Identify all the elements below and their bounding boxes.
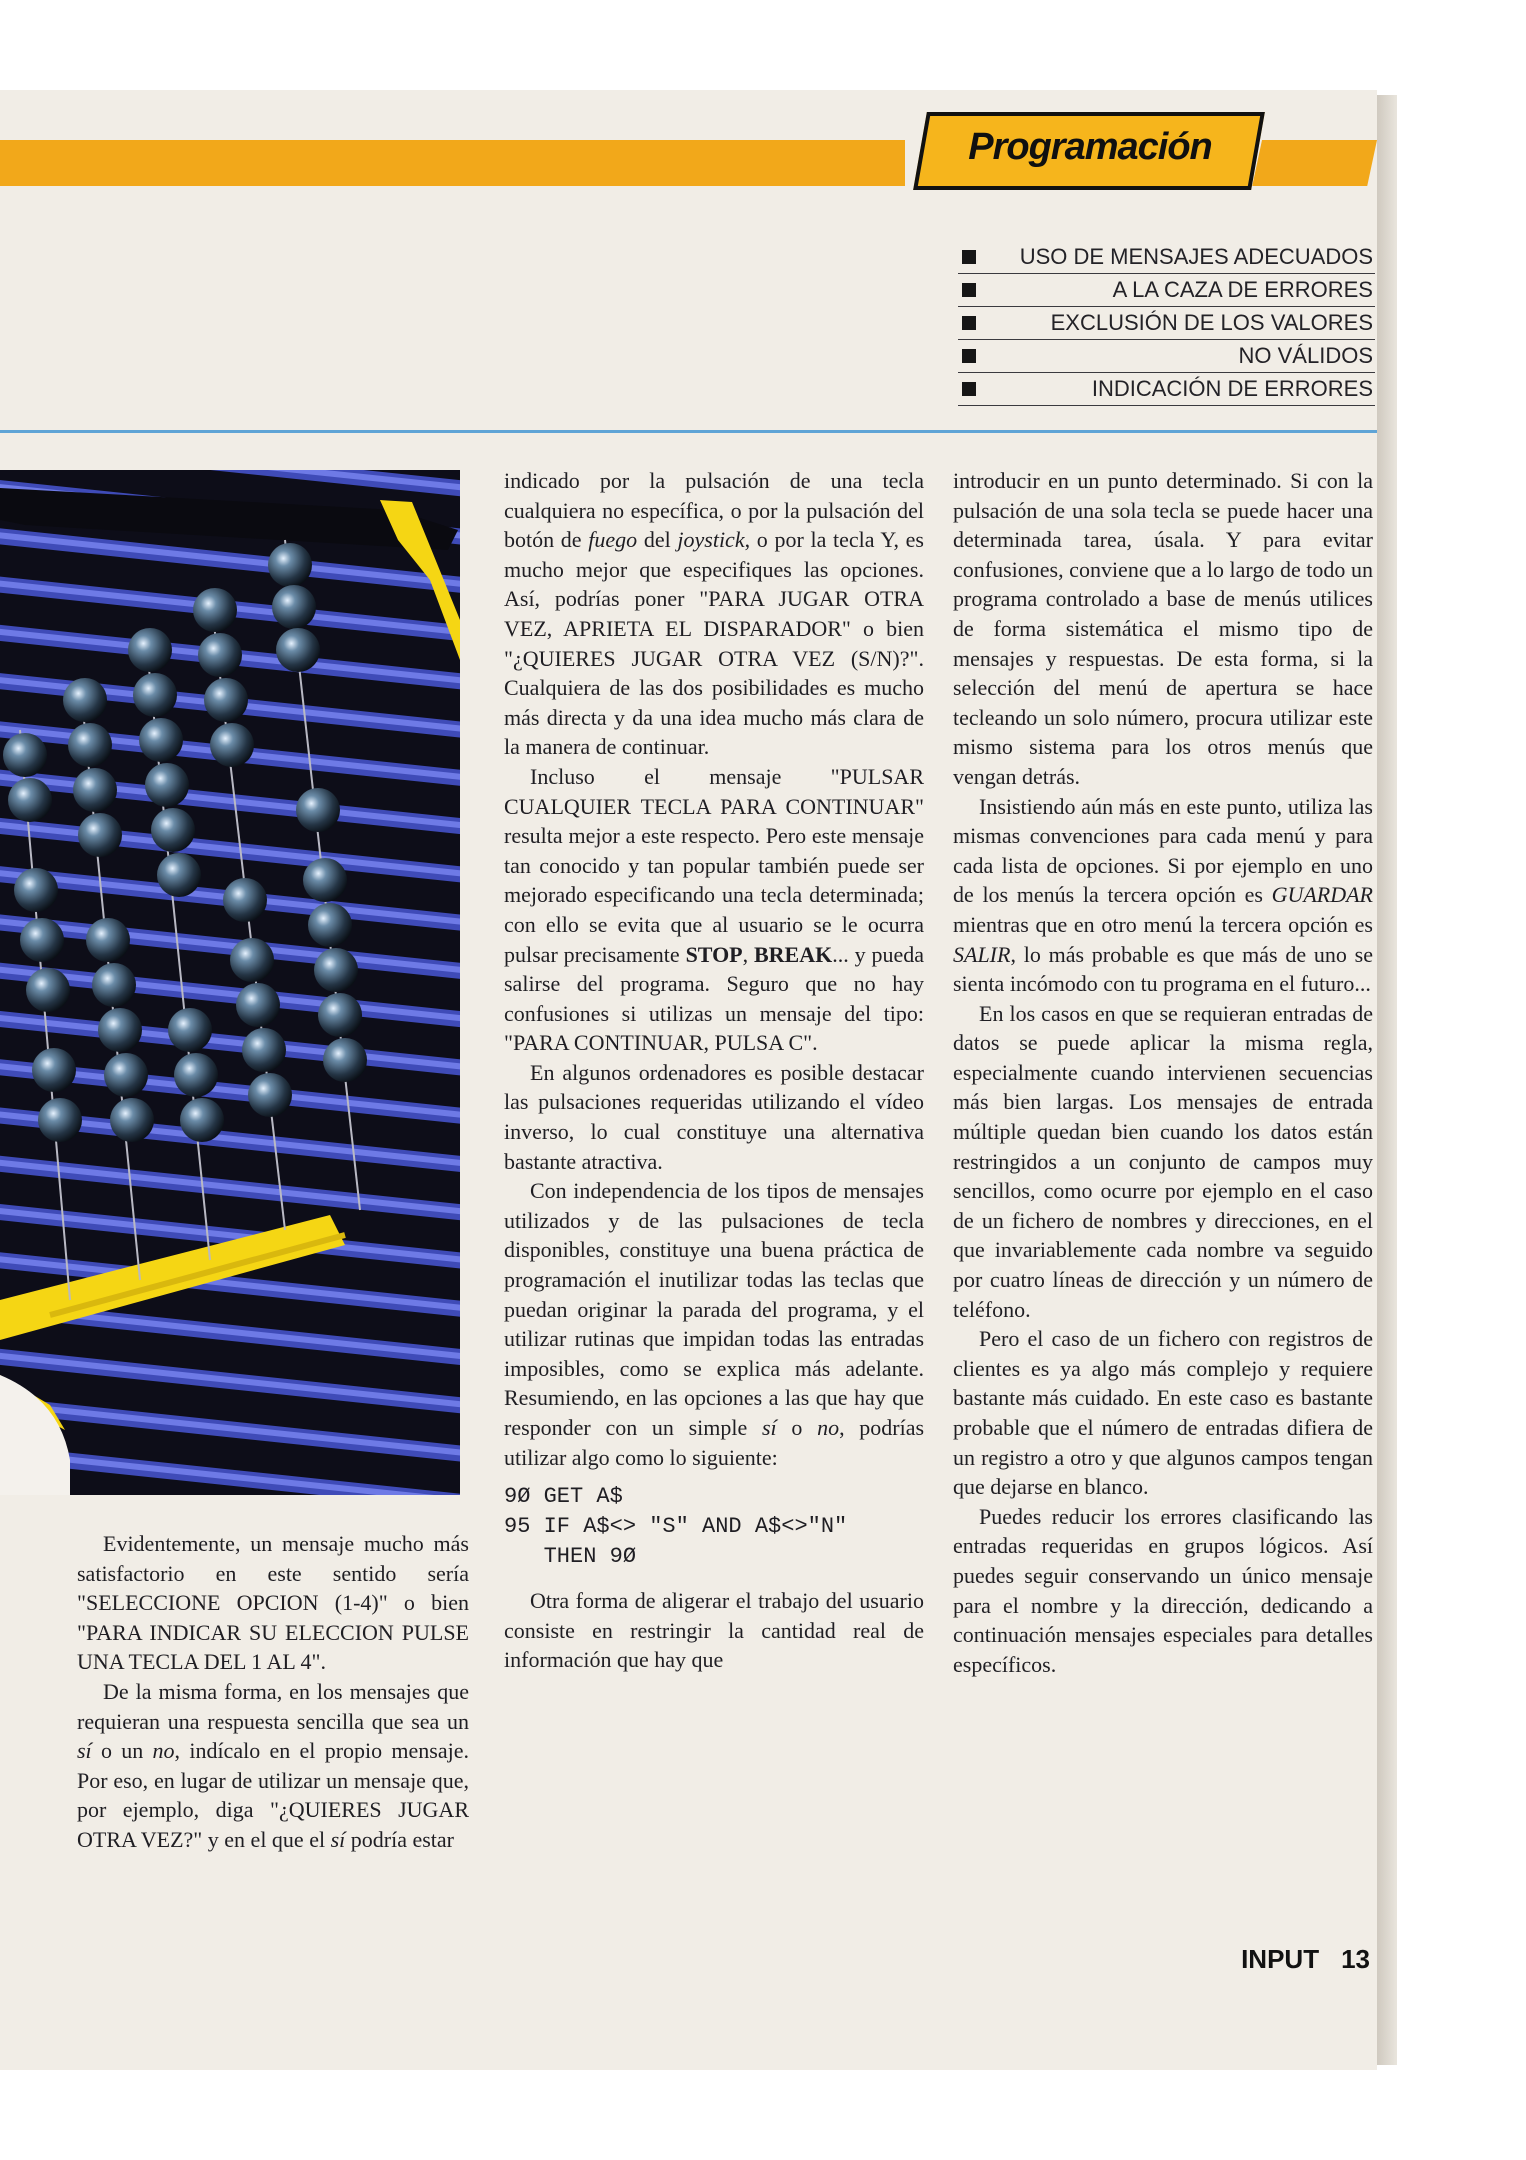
bullet-square-icon — [962, 382, 976, 396]
paragraph: Pero el caso de un fichero con registros de clientes es ya algo más complejo y requiere bastante más cuidado. En este caso es bastante probable que el número de entradas difiera de un registro a otro y que algunos campos tengan que dejarse en blanco. — [953, 1326, 1373, 1500]
topic-item: USO DE MENSAJES ADECUADOS — [958, 241, 1375, 274]
header-band-left — [0, 140, 905, 186]
paragraph: En algunos ordenadores es posible destacar las pulsaciones requeridas utilizando el vídeo inverso, lo cual constituye una alternativa bastante atractiva. — [504, 1059, 924, 1174]
topic-list — [958, 241, 1375, 406]
paragraph: Con independencia de los tipos de mensajes utilizados y de las pulsaciones de tecla disponibles, constituye una buena práctica de programación el inutilizar todas las teclas que puedan originar la parada del programa, y el utilizar rutinas que impidan todas las entradas imposibles, como se explica más adelante. Resumiendo, en las opciones a las que hay que responder con un simple sí o no, podrías utilizar algo como lo siguiente: — [504, 1178, 925, 1470]
code-line: 95 IF A$<> "S" AND A$<>"N" — [504, 1514, 848, 1540]
paragraph: Otra forma de aligerar el trabajo del usuario consiste en restringir la cantidad real de información que hay que — [504, 1588, 924, 1673]
topic-item: NO VÁLIDOS — [958, 340, 1375, 373]
bullet-square-icon — [962, 283, 976, 297]
paragraph: introducir en un punto determinado. Si con la pulsación de una sola tecla se puede hacer una determinada tarea, úsala. Y para evitar confusiones, conviene que a lo largo de todo un programa controlado a base de menús utilices de forma sistemática el mismo tipo de mensajes y respuestas. De esta forma, si la selección del menú de apertura se hace tecleando un solo número, procura utilizar este mismo sistema para los otros menús que vengan detrás. — [953, 468, 1373, 789]
abacus-image — [0, 470, 460, 1495]
header-band-right — [1252, 140, 1377, 186]
section-divider — [0, 430, 1377, 433]
code-line: THEN 9Ø — [504, 1544, 637, 1570]
paragraph: De la misma forma, en los mensajes que requieran una respuesta sencilla que sea un sí o un no, indícalo en el propio mensaje. Por eso, en lugar de utilizar un mensaje que, por ejemplo, diga "¿QUIERES JUGAR OTRA VEZ?" y en el que el sí podría estar — [77, 1678, 469, 1852]
code-listing — [504, 1482, 924, 1572]
page-edge — [1377, 95, 1397, 2065]
paragraph: Insistiendo aún más en este punto, utiliza las mismas convenciones para cada menú y para cada lista de opciones. Si por ejemplo en uno de los menús la tercera opción es GUARDAR mientras que en otro menú la tercera opción es SALIR, lo más probable es que más de uno se sienta incómodo con tu programa en el futuro... — [953, 793, 1373, 997]
bullet-square-icon — [962, 250, 976, 264]
text-column-2 — [504, 466, 924, 1675]
code-line: 9Ø GET A$ — [504, 1484, 623, 1510]
section-title: Programación — [968, 126, 1212, 168]
topic-item: A LA CAZA DE ERRORES — [958, 274, 1375, 307]
text-column-1 — [77, 1529, 469, 1855]
paragraph: Incluso el mensaje "PULSAR CUALQUIER TECLA PARA CONTINUAR" resulta mejor a este respecto. Pero este mensaje tan conocido y tan popular también puede ser mejorado especificando una tecla determinada; con ello se evita que al usuario se le ocurra pulsar precisamente STOP, BREAK... y pueda salirse del programa. Seguro que no hay confusiones si utilizas un mensaje del tipo: "PARA CONTINUAR, PULSA C". — [504, 763, 925, 1056]
paragraph: Puedes reducir los errores clasificando las entradas requeridas en grupos lógicos. Así puedes seguir conservando un único mensaje para el nombre y la dirección, dedicando a continuación mensajes especiales para detalles específicos. — [953, 1503, 1373, 1677]
paragraph: En los casos en que se requieran entradas de datos se puede aplicar la misma regla, especialmente cuando intervienen secuencias más bien largas. Los mensajes de entrada múltiple quedan bien cuando los datos están restringidos a un conjunto de campos muy sencillos, como ocurre por ejemplo en el caso de un fichero de nombres y direcciones, en el que invariablemente cada nombre va seguido por cuatro líneas de dirección y un número de teléfono. — [953, 1000, 1373, 1322]
bullet-square-icon — [962, 349, 976, 363]
page-footer — [1150, 1944, 1370, 1984]
paragraph: indicado por la pulsación de una tecla cualquiera no específica, o por la pulsación del botón de fuego del joystick, o por la tecla Y, es mucho mejor que especifiques las opciones. Así, podrías poner "PARA JUGAR OTRA VEZ, APRIETA EL DISPARADOR" o bien "¿QUIERES JUGAR OTRA VEZ (S/N)?". Cualquiera de las dos posibilidades es mucho más directa y da una idea mucho más clara de la manera de continuar. — [504, 468, 924, 760]
magazine-name: INPUT — [1241, 1944, 1320, 1974]
topic-item: EXCLUSIÓN DE LOS VALORES — [958, 307, 1375, 340]
bullet-square-icon — [962, 316, 976, 330]
paragraph: Evidentemente, un mensaje mucho más satisfactorio en este sentido sería "SELECCIONE OPCION (1-4)" o bien "PARA INDICAR SU ELECCION PULSE UNA TECLA DEL 1 AL 4". — [77, 1531, 469, 1675]
page-number: 13 — [1341, 1944, 1370, 1974]
topic-item: INDICACIÓN DE ERRORES — [958, 373, 1375, 406]
text-column-3 — [953, 466, 1373, 1679]
